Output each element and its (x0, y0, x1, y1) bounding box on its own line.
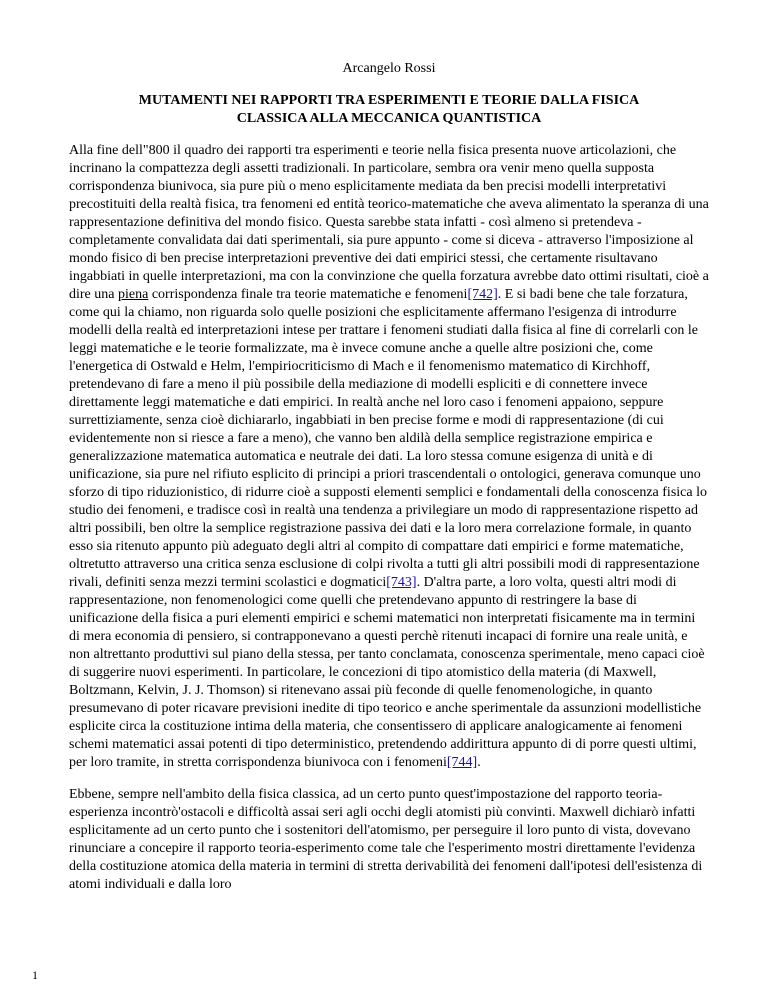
paragraph-2: Ebbene, sempre nell'ambito della fisica classica, ad un certo punto quest'impostazione del rapporto teoria-esperienza incontrò'ostacoli e difficoltà assai seri agli occhi degli atomisti più convinti. Maxwell dichiarò infatti esplicitamente ad un certo punto che i sostenitori dell'atomismo, per perseguire il loro punto di vista, dovevano rinunciare a concepire il rapporto teoria-esperimento come tale che l'esperimento mostri direttamente l'evidenza della costituzione atomica della materia in termini di stretta derivabilità dei fenomeni dall'ipotesi dell'esistenza di atomi individuali e dalla loro (69, 787, 703, 892)
author-name: Arcangelo Rossi (342, 61, 436, 76)
document-title (69, 92, 709, 128)
paragraph-1-text-b: corrispondenza finale tra teorie matematiche e fenomeni (148, 287, 468, 302)
paragraph-1-text-d: . D'altra parte, a loro volta, questi altri modi di rappresentazione, non fenomenologici come quelli che pretendevano appunto di restringere la base di unificazione della fisica a puri elementi empirici e schemi matematici non interpretati fisicamente ma in termini di mera economia di pensiero, si contrapponevano a questi perchè ritenuti incapaci di fornire una reale unità, e non altrettanto produttivi sul piano della stessa, per tanto conclamata, conoscenza sperimentale, meno capaci cioè di suggerire nuovi esperimenti. In particolare, le concezioni di tipo atomistico della materia (di Maxwell, Boltzmann, Kelvin, J. J. Thomson) si ritenevano assai più feconde di quelle fenomenologiche, in quanto presumevano di poter ricavare previsioni inedite di tipo teorico e anche sperimentale da assunzioni modellistiche esplicite circa la costituzione intima della materia, che consentissero di applicare analogicamente ai fenomeni schemi matematici assai potenti di tipo deterministico, pretendendo addirittura appunto di di porre questi ultimi, per loro tramite, in stretta corrispondenza biunivoca con i fenomeni (69, 575, 705, 770)
footnote-link-743[interactable]: [743] (386, 575, 417, 590)
paragraph-1-text-e: . (477, 755, 481, 770)
paragraph-1-text-a: Alla fine dell"800 il quadro dei rapporti tra esperimenti e teorie nella fisica presenta nuove articolazioni, che incrinano la compattezza degli assetti tradizionali. In particolare, sembra ora venir meno quella supposta corrispondenza biunivoca, sia pure più o meno esplicitamente mediata da ben precisi modelli interpretativi precostituiti della realtà fisica, tra fenomeni ed entità teorico-matematiche che aveva alimentato la speranza di una rappresentazione definitiva del mondo fisico. Questa sarebbe stata infatti - così almeno si pretendeva - completamente convalidata dai dati sperimentali, sia pure appunto - come si diceva - attraverso l'imposizione al mondo fisico di ben precise interpretazioni preventive dei dati empirici stessi, che certamente risultavano ingabbiati in quelle interpretazioni, ma con la convinzione che quella forzatura avrebbe dato ottimi risultati, cioè a dire una (69, 143, 709, 302)
paragraph-1-text-c: . E si badi bene che tale forzatura, come qui la chiamo, non riguarda solo quelle posizioni che esplicitamente affermano l'esigenza di introdurre modelli della realtà ed interpretazioni intese per trattare i fenomeni studiati dalla fisica al fine di correlarli con le leggi matematiche e le teorie formalizzate, ma è invece comune anche a quelle altre posizioni che, come l'energetica di Ostwald e Helm, l'empiriocriticismo di Mach e il fenomenismo matematico di Kirchhoff, pretendevano di fare a meno il più possibile della mediazione di modelli espliciti e di connettere invece direttamente leggi matematiche e dati empirici. In realtà anche nel loro caso i fenomeni appaiono, seppure surrettiziamente, senza cioè dichiararlo, ingabbiati in ben precise forme e modi di rappresentazione (di cui evidentemente non si riesce a fare a meno), che vanno ben aldilà della semplice registrazione empirica e generalizzazione matematica automatica e neutrale dei dati. La loro stessa comune esigenza di unità e di unificazione, sia pure nel rifiuto esplicito di principi a priori trascendentali o ontologici, generava comunque uno sforzo di tipo riduzionistico, di ridurre cioè a supposti elementi semplici e fondamentali della conoscenza fisica lo studio dei fenomeni, e tradisce così in realtà una tendenza a privilegiare un modo di rappresentazione rispetto ad altri possibili, ben oltre la semplice registrazione passiva dei dati e la loro mera correlazione formale, in quanto esso sia ritenuto appunto più adeguato degli altri al compito di compattare dati empirici e forme matematiche, oltretutto attraverso una critica senza esclusione di colpi rivolta a tutti gli altri possibili modi di rappresentazione rivali, definiti senza mezzi termini scolastici e dogmatici (69, 287, 707, 590)
document-page (69, 60, 709, 908)
title-line-2: CLASSICA ALLA MECCANICA QUANTISTICA (236, 111, 542, 126)
page-number: 1 (32, 968, 38, 982)
paragraph-1 (69, 142, 709, 772)
footnote-link-742[interactable]: [742] (467, 287, 498, 302)
footnote-link-744[interactable]: [744] (446, 755, 478, 770)
title-line-1: MUTAMENTI NEI RAPPORTI TRA ESPERIMENTI E TEORIE DALLA FISICA (138, 93, 640, 108)
underlined-word: piena (117, 287, 149, 302)
